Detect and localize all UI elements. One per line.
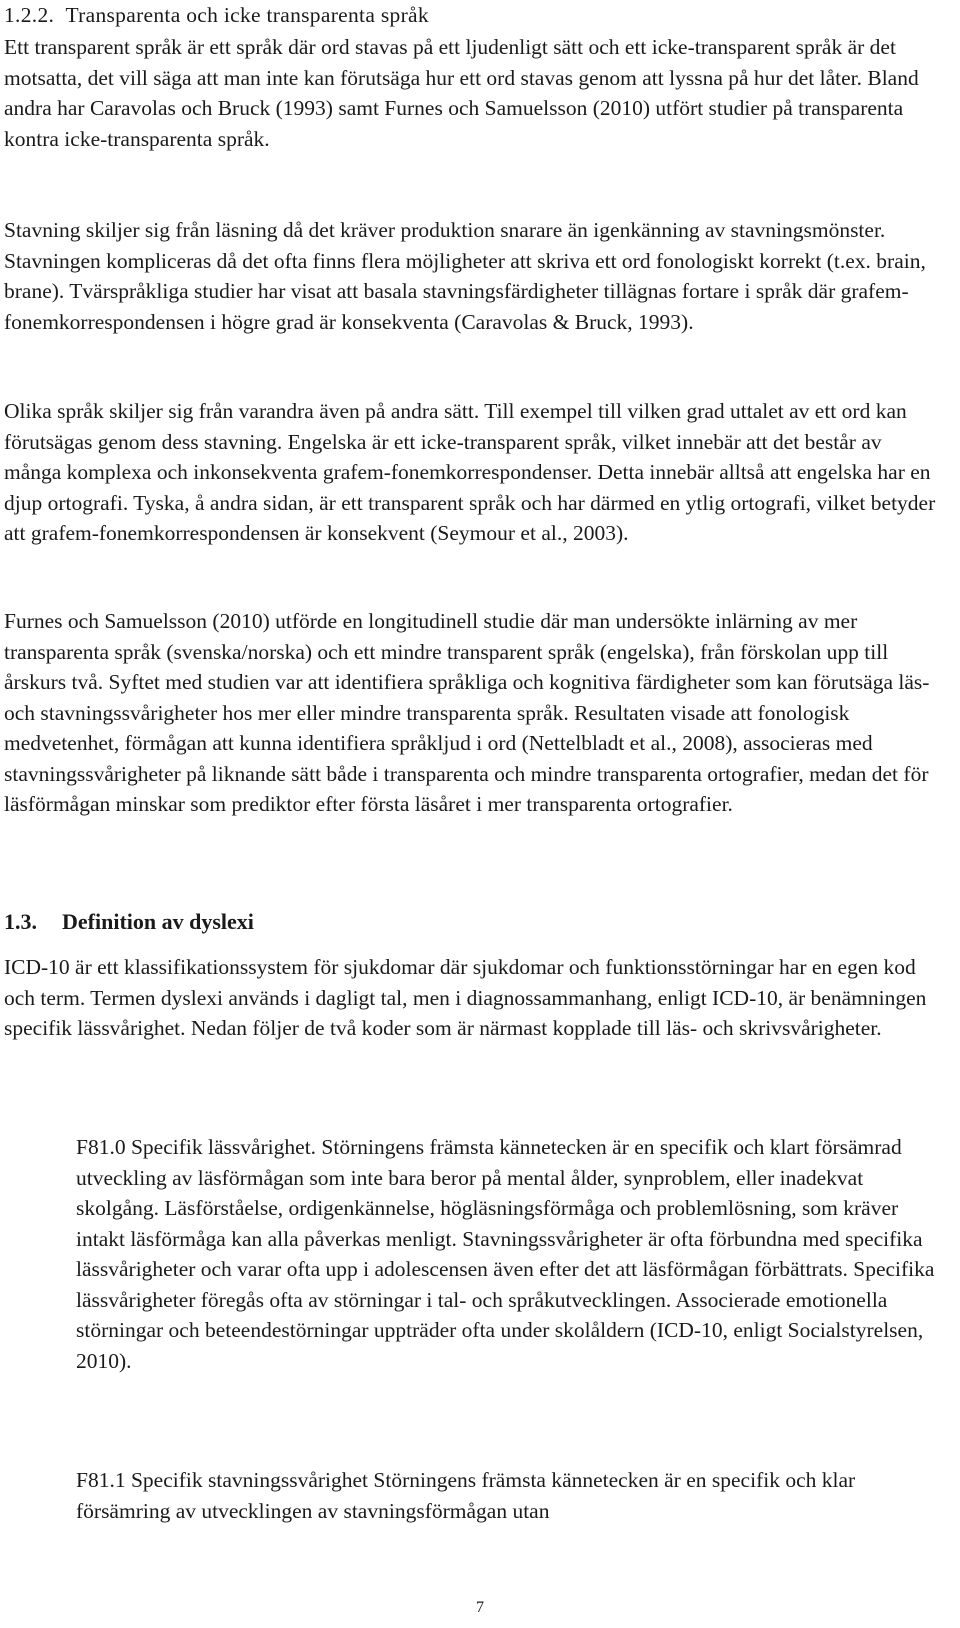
section-number: 1.2.2. [4,3,55,27]
section-number: 1.3. [4,909,37,934]
section-heading-1-3 [4,907,944,938]
code-f81-1: F81.1 Specifik stavningssvårighet Störningens främsta kännetecken är en specifik och klar försämring av utvecklingen av stavningsförmågan utan [76,1468,856,1523]
section-title: Transparenta och icke transparenta språk [65,3,429,27]
section-title: Definition av dyslexi [62,909,254,934]
code-f81-0: F81.0 Specifik lässvårighet. Störningens främsta kännetecken är en specifik och klart försämrad utveckling av läsförmågan som inte bara beror på mental ålder, synproblem, eller inadekvat skolgång. Läsförståelse, ordigenkännelse, högläsningsförmåga och problemlösning, som kräver intakt läsförmåga kan alla påverkas menligt. Stavningssvårigheter är ofta förbundna med specifika lässvårigheter och varar ofta upp i adolescensen även efter det att läsförmågan förbättrats. Specifika lässvårigheter föregås ofta av störningar i tal- och språkutvecklingen. Associerade emotionella störningar och beteendestörningar uppträder ofta under skolåldern (ICD-10, enligt Socialstyrelsen, 2010). [76,1135,935,1373]
page-number: 7 [476,1599,484,1616]
paragraph-language-differences: Olika språk skiljer sig från varandra även på andra sätt. Till exempel till vilken grad uttalet av ett ord kan förutsägas genom dess stavning. Engelska är ett icke-transparent språk, vilket innebär att det består av många komplexa och inkonsekventa grafem-fonemkorrespondenser. Detta innebär alltså att engelska har en djup ortografi. Tyska, å andra sidan, är ett transparent språk och har därmed en ytlig ortografi, vilket betyder att grafem-fonemkorrespondensen är konsekvent (Seymour et al., 2003). [4,399,936,545]
paragraph-spelling-vs-reading: Stavning skiljer sig från läsning då det kräver produktion snarare än igenkänning av stavningsmönster. Stavningen kompliceras då det ofta finns flera möjligheter att skriva ett ord fonologiskt korrekt (t.ex. brain, brane). Tvärspråkliga studier har visat att basala stavningsfärdigheter tillägnas fortare i språk där grafem-fonemkorrespondensen i högre grad är konsekventa (Caravolas & Bruck, 1993). [4,218,926,334]
paragraph-longitudinal-study: Furnes och Samuelsson (2010) utförde en longitudinell studie där man undersökte inlärning av mer transparenta språk (svenska/norska) och ett mindre transparent språk (engelska), från förskolan upp till årskurs två. Syftet med studien var att identifiera språkliga och kognitiva färdigheter som kan förutsäga läs- och stavningssvårigheter hos mer eller mindre transparenta språk. Resultaten visade att fonologisk medvetenhet, förmågan att kunna identifiera språkljud i ord (Nettelbladt et al., 2008), associeras med stavningssvårigheter på liknande sätt både i transparenta och mindre transparenta ortografier, medan det för läsförmågan minskar som prediktor efter första läsåret i mer transparenta ortografier. [4,609,930,816]
paragraph-transparent-languages: Ett transparent språk är ett språk där ord stavas på ett ljudenligt sätt och ett icke-transparent språk är det motsatta, det vill säga att man inte kan förutsäga hur ett ord stavas genom att lyssna på hur det låter. Bland andra har Caravolas och Bruck (1993) samt Furnes och Samuelsson (2010) utfört studier på transparenta kontra icke-transparenta språk. [4,35,919,151]
section-heading-1-2-2 [4,0,944,31]
paragraph-icd10: ICD-10 är ett klassifikationssystem för sjukdomar där sjukdomar och funktionsstörningar har en egen kod och term. Termen dyslexi används i dagligt tal, men i diagnossammanhang, enligt ICD-10, är benämningen specifik lässvårighet. Nedan följer de två koder som är närmast kopplade till läs- och skrivsvårigheter. [4,955,927,1040]
